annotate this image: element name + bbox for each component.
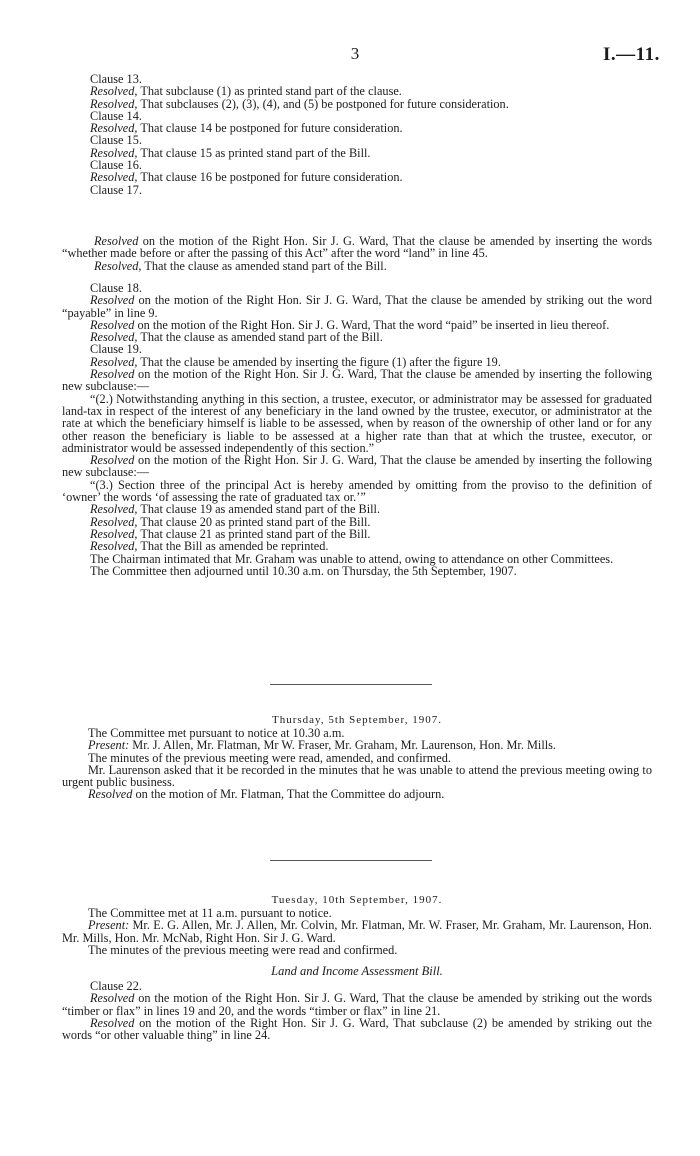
- paragraph: Resolved on the motion of the Right Hon. Sir J. G. Ward, That the clause be amended by striking out the word “payable” in line 9.: [62, 293, 652, 320]
- minutes-part-3: [62, 282, 652, 577]
- paragraph: Clause 14.: [90, 108, 142, 123]
- paragraph: Resolved, That clause 20 as printed stand part of the Bill.: [90, 514, 371, 529]
- meeting-thursday: [62, 713, 652, 801]
- section-divider: [270, 860, 432, 861]
- meeting-date-heading: Thursday, 5th September, 1907.: [272, 714, 442, 726]
- paragraph: Clause 18.: [90, 281, 142, 295]
- paragraph: The Committee met pursuant to notice at 10.30 a.m.: [88, 726, 345, 740]
- paragraph: Resolved on the motion of Mr. Flatman, That the Committee do adjourn.: [88, 787, 445, 802]
- paragraph: Resolved, That clause 16 be postponed for future consideration.: [90, 170, 403, 185]
- paragraph: Present: Mr. J. Allen, Mr. Flatman, Mr W. Fraser, Mr. Graham, Mr. Laurenson, Hon. Mr. Mills.: [88, 738, 557, 753]
- paragraph: The minutes of the previous meeting were read, amended, and confirmed.: [88, 750, 451, 765]
- meeting-date-heading: Tuesday, 10th September, 1907.: [271, 894, 443, 906]
- paragraph: Clause 15.: [90, 133, 142, 148]
- paragraph: Resolved, That clause 15 as printed stand part of the Bill.: [90, 145, 371, 160]
- paragraph: Clause 22.: [90, 979, 142, 994]
- paragraph: Clause 13.: [90, 72, 142, 86]
- meeting-tuesday: [62, 893, 652, 1042]
- paragraph: Clause 17.: [90, 182, 142, 197]
- paragraph: Clause 19.: [90, 342, 142, 357]
- paragraph: The Committee met at 11 a.m. pursuant to notice.: [88, 906, 332, 920]
- paragraph: Resolved, That the Bill as amended be reprinted.: [90, 539, 329, 554]
- paragraph: Resolved, That the clause as amended stand part of the Bill.: [94, 258, 387, 273]
- paragraph: Resolved, That the clause as amended stand part of the Bill.: [90, 330, 383, 345]
- section-divider: [270, 684, 432, 685]
- paragraph: Resolved, That clause 14 be postponed for future consideration.: [90, 121, 403, 136]
- paragraph: Resolved on the motion of the Right Hon. Sir J. G. Ward, That the clause be amended by striking out the words “timber or flax” in lines 19 and 20, and the words “timber or flax” in line 21.: [62, 991, 652, 1018]
- paragraph: The minutes of the previous meeting were read and confirmed.: [88, 942, 398, 957]
- page-number: 3: [350, 44, 360, 63]
- paragraph: Resolved, That clause 19 as amended stand part of the Bill.: [90, 502, 381, 517]
- paragraph: Present: Mr. E. G. Allen, Mr. J. Allen, Mr. Colvin, Mr. Flatman, Mr. W. Fraser, Mr. Graham, Mr. Laurenson, Hon. Mr. Mills, Hon. Mr. McNab, Right Hon. Sir J. G. Ward.: [62, 918, 652, 945]
- paragraph: Resolved, That subclauses (2), (3), (4), and (5) be postponed for future consideration.: [90, 96, 509, 111]
- paragraph: Resolved, That the clause be amended by inserting the figure (1) after the figure 19.: [90, 354, 501, 369]
- paragraph: The Committee then adjourned until 10.30 a.m. on Thursday, the 5th September, 1907.: [90, 563, 517, 578]
- paper-reference: I.—11.: [603, 44, 660, 65]
- minutes-part-1: [62, 73, 652, 196]
- paragraph: “(2.) Notwithstanding anything in this section, a trustee, executor, or administrator may be assessed for graduated land-tax in respect of the interest of any beneficiary in the land owned by the trustee, executor, or administrator at the rate at which the beneficiary himself is liable to be assessed, when by reason of the ownership of other land or for any other reason the beneficiary is liable to be assessed at a higher rate than that at which the trustee, executor, or administrator would be assessed independently of this section.”: [62, 391, 652, 455]
- paragraph: Clause 16.: [90, 158, 142, 173]
- paragraph: Resolved on the motion of the Right Hon. Sir J. G. Ward, That the word “paid” be inserted in lieu thereof.: [90, 317, 610, 332]
- paragraph: Resolved on the motion of the Right Hon. Sir J. G. Ward, That the clause be amended by inserting the following new subclause:—: [62, 453, 652, 480]
- paragraph: Resolved on the motion of the Right Hon. Sir J. G. Ward, That the clause be amended by inserting the following new subclause:—: [62, 367, 652, 394]
- bill-title: Land and Income Assessment Bill.: [271, 964, 443, 979]
- paragraph: The Chairman intimated that Mr. Graham was unable to attend, owing to attendance on other Committees.: [90, 551, 614, 566]
- paragraph: Mr. Laurenson asked that it be recorded in the minutes that he was unable to attend the previous meeting owing to urgent public business.: [62, 762, 652, 790]
- paragraph: “(3.) Section three of the principal Act is hereby amended by omitting from the proviso to the definition of ‘owner’ the words ‘of assessing the rate of graduated tax or.’”: [62, 477, 652, 505]
- minutes-part-2: [62, 235, 652, 272]
- paragraph: Resolved on the motion of the Right Hon. Sir J. G. Ward, That the clause be amended by inserting the words “whether made before or after the passing of this Act” after the word “land” in line 45.: [62, 234, 652, 261]
- paragraph: Resolved, That subclause (1) as printed stand part of the clause.: [90, 84, 402, 99]
- paragraph: Resolved on the motion of the Right Hon. Sir J. G. Ward, That subclause (2) be amended by striking out the words “or other valuable thing” in line 24.: [62, 1016, 652, 1043]
- paragraph: Resolved, That clause 21 as printed stand part of the Bill.: [90, 526, 371, 541]
